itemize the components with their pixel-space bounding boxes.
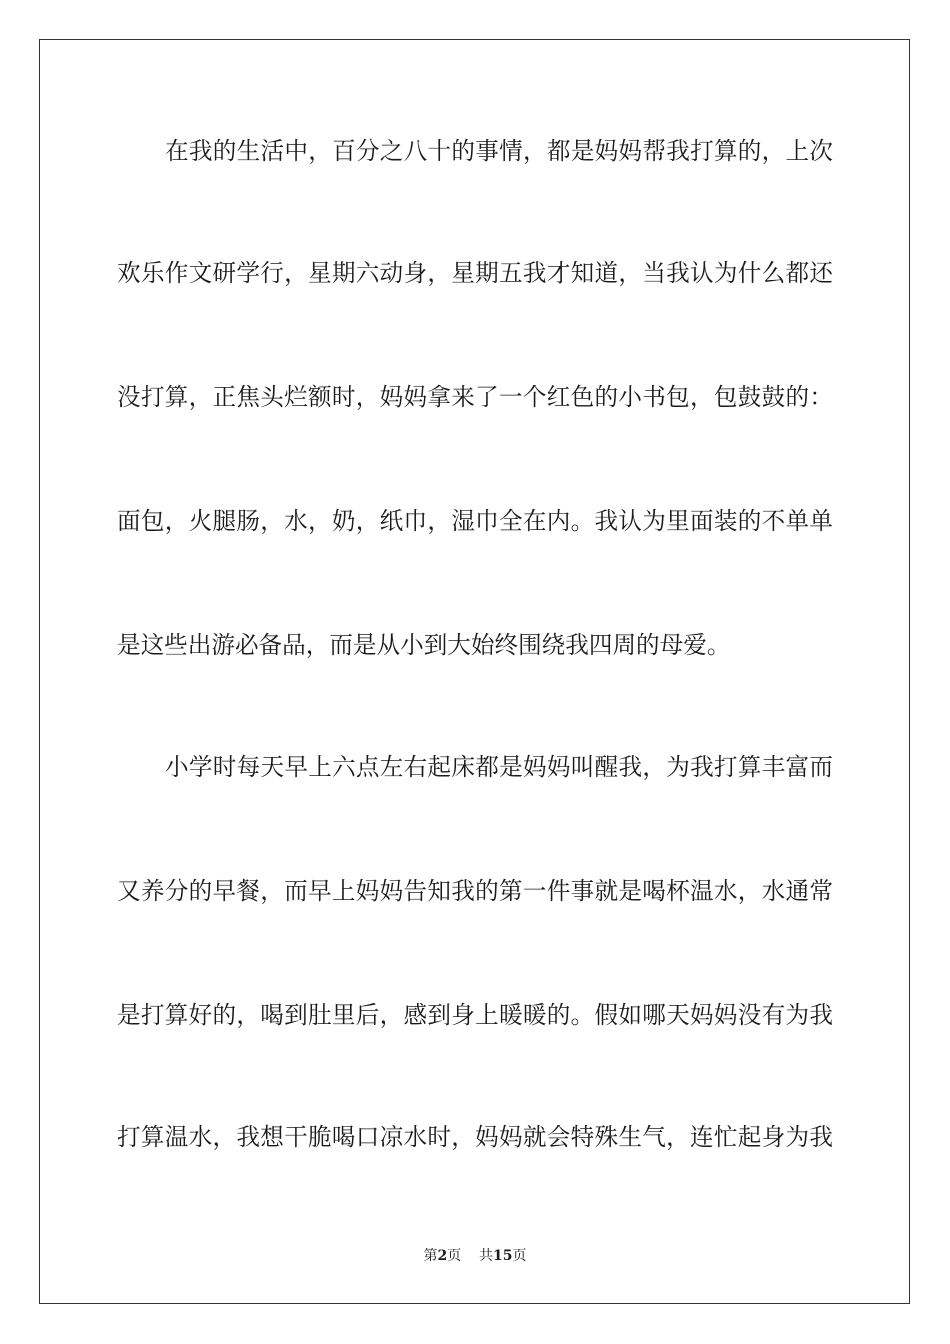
paragraph-1-line-3: 没打算，正焦头烂额时，妈妈拿来了一个红色的小书包，包鼓鼓的： (117, 383, 833, 411)
paragraph-2-line-3: 是打算好的，喝到肚里后，感到身上暖暖的。假如哪天妈妈没有为我 (117, 1001, 833, 1029)
paragraph-1-line-2: 欢乐作文研学行，星期六动身，星期五我才知道，当我认为什么都还 (117, 259, 833, 287)
paragraph-2-line-2: 又养分的早餐，而早上妈妈告知我的第一件事就是喝杯温水，水通常 (117, 877, 833, 905)
paragraph-1-line-5: 是这些出游必备品，而是从小到大始终围绕我四周的母爱。 (117, 631, 731, 659)
footer-current-page: 2 (437, 1248, 448, 1264)
paragraph-2-line-4: 打算温水，我想干脆喝口凉水时，妈妈就会特殊生气，连忙起身为我 (117, 1123, 833, 1151)
footer-prefix: 第 (423, 1248, 438, 1264)
paragraph-1-line-4: 面包，火腿肠，水，奶，纸巾，湿巾全在内。我认为里面装的不单单 (117, 507, 833, 535)
footer-middle: 页 共 (447, 1248, 494, 1264)
page-footer (0, 1246, 950, 1266)
footer-total-pages: 15 (493, 1248, 513, 1264)
page-border (39, 39, 910, 1304)
footer-suffix: 页 (512, 1248, 527, 1264)
paragraph-1-line-1: 在我的生活中，百分之八十的事情，都是妈妈帮我打算的，上次 (165, 137, 833, 165)
paragraph-2-line-1: 小学时每天早上六点左右起床都是妈妈叫醒我，为我打算丰富而 (165, 753, 833, 781)
